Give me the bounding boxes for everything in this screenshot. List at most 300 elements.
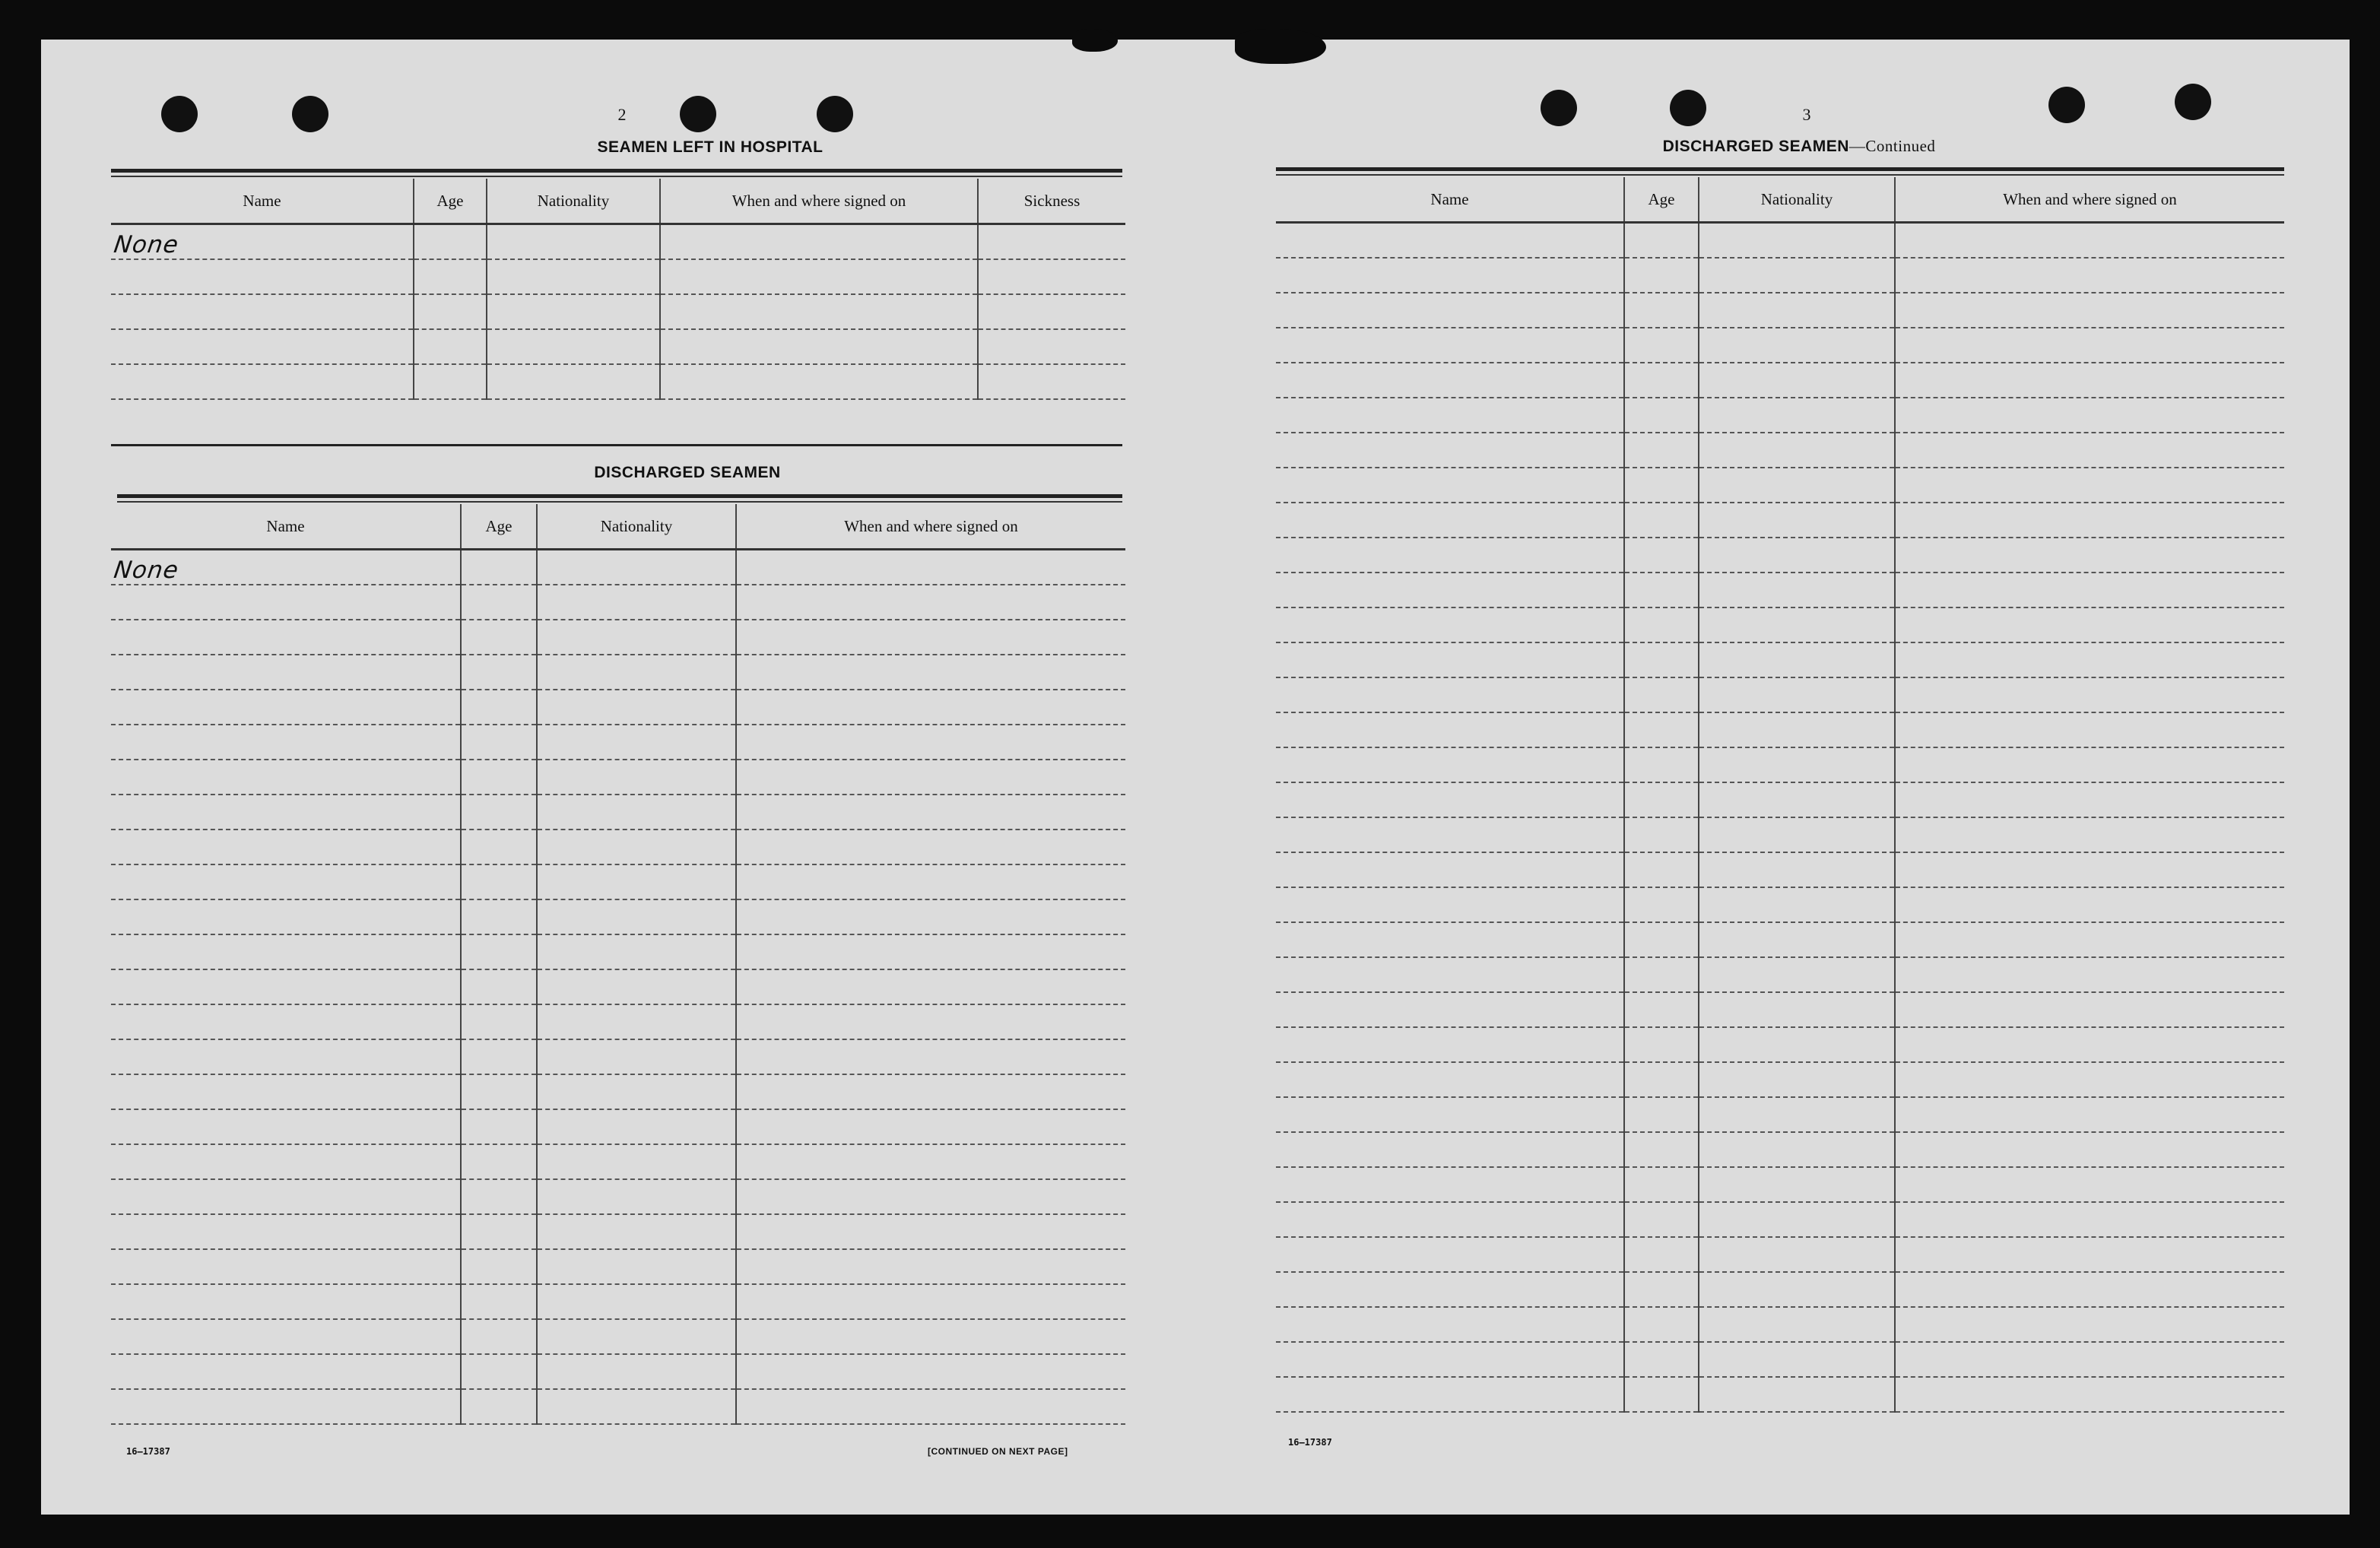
name-cell [1276, 642, 1624, 677]
name-cell [111, 690, 461, 725]
age-cell [1624, 677, 1699, 712]
table-row [1276, 1272, 2284, 1307]
nationality-cell [1699, 747, 1895, 782]
signed-on-cell [736, 1284, 1125, 1319]
column-header-age: Age [414, 179, 487, 224]
name-cell [1276, 782, 1624, 817]
name-cell [1276, 363, 1624, 398]
table-row [111, 329, 1125, 364]
name-cell [1276, 1167, 1624, 1202]
signed-on-cell [736, 550, 1125, 585]
signed-on-cell [1895, 642, 2284, 677]
signed-on-cell [1895, 712, 2284, 747]
signed-on-cell [736, 934, 1125, 969]
table-row [111, 1074, 1125, 1109]
name-cell [1276, 1202, 1624, 1237]
signed-on-cell [1895, 1202, 2284, 1237]
nationality-cell [537, 830, 736, 864]
age-cell [461, 620, 537, 655]
name-cell [1276, 258, 1624, 293]
age-cell [461, 1284, 537, 1319]
form-number: 16—17387 [1288, 1437, 1332, 1448]
section-title-suffix: —Continued [1848, 137, 1936, 155]
discharged-table [111, 504, 1125, 1425]
nationality-cell [1699, 258, 1895, 293]
signed-on-cell [1895, 1062, 2284, 1097]
signed-on-cell [1895, 1027, 2284, 1062]
name-cell [1276, 1272, 1624, 1307]
age-cell [461, 1214, 537, 1249]
name-cell [1276, 468, 1624, 503]
signed-on-cell [1895, 1377, 2284, 1412]
nationality-cell [1699, 1307, 1895, 1342]
age-cell [461, 550, 537, 585]
age-cell [1624, 1307, 1699, 1342]
nationality-cell [487, 294, 660, 329]
age-cell [1624, 503, 1699, 538]
table-row [111, 760, 1125, 795]
age-cell [461, 585, 537, 620]
age-cell [1624, 573, 1699, 607]
age-cell [461, 725, 537, 760]
table-row [111, 294, 1125, 329]
age-cell [461, 1074, 537, 1109]
table-row [1276, 258, 2284, 293]
nationality-cell [1699, 782, 1895, 817]
name-cell [1276, 992, 1624, 1027]
name-cell [111, 1039, 461, 1074]
signed-on-cell [1895, 1307, 2284, 1342]
column-header-nationality: Nationality [1699, 177, 1895, 223]
hospital-header-row [111, 179, 1125, 224]
nationality-cell [537, 1144, 736, 1179]
continued-section-title [1001, 137, 2380, 156]
signed-on-cell [736, 1144, 1125, 1179]
age-cell [1624, 258, 1699, 293]
nationality-cell [537, 969, 736, 1004]
age-cell [461, 969, 537, 1004]
nationality-cell [1699, 1027, 1895, 1062]
signed-on-cell [1895, 1342, 2284, 1377]
table-row [1276, 1202, 2284, 1237]
signed-on-cell [736, 655, 1125, 690]
name-cell [1276, 1342, 1624, 1377]
table-row [111, 1319, 1125, 1354]
signed-on-cell [736, 1179, 1125, 1214]
name-cell [111, 259, 414, 294]
age-cell [461, 830, 537, 864]
table-row [1276, 328, 2284, 363]
signed-on-cell [736, 795, 1125, 830]
signed-on-cell [736, 864, 1125, 899]
hospital-table [111, 179, 1125, 400]
column-header-signed-on: When and where signed on [660, 179, 978, 224]
nationality-cell [1699, 468, 1895, 503]
signed-on-cell [1895, 538, 2284, 573]
nationality-cell [1699, 1167, 1895, 1202]
name-cell [111, 620, 461, 655]
name-cell [1276, 1097, 1624, 1132]
column-header-age: Age [461, 504, 537, 550]
name-cell [1276, 607, 1624, 642]
signed-on-cell [736, 1109, 1125, 1144]
name-cell [1276, 747, 1624, 782]
form-number: 16—17387 [126, 1446, 170, 1457]
name-cell [1276, 887, 1624, 922]
table-row [1276, 398, 2284, 433]
signed-on-cell [1895, 433, 2284, 468]
table-row [1276, 1062, 2284, 1097]
signed-on-cell [736, 1389, 1125, 1424]
table-row [111, 550, 1125, 585]
nationality-cell [1699, 712, 1895, 747]
name-cell [111, 830, 461, 864]
table-row [1276, 992, 2284, 1027]
table-row [1276, 957, 2284, 992]
table-row [1276, 1167, 2284, 1202]
signed-on-cell [736, 1354, 1125, 1389]
nationality-cell [1699, 852, 1895, 887]
age-cell [1624, 538, 1699, 573]
column-header-name: Name [1276, 177, 1624, 223]
nationality-cell [537, 655, 736, 690]
table-row [1276, 642, 2284, 677]
nationality-cell [1699, 607, 1895, 642]
nationality-cell [537, 585, 736, 620]
name-cell [111, 655, 461, 690]
signed-on-cell [1895, 1237, 2284, 1272]
column-header-nationality: Nationality [537, 504, 736, 550]
table-row [111, 1039, 1125, 1074]
signed-on-cell [1895, 957, 2284, 992]
age-cell [1624, 922, 1699, 957]
age-cell [1624, 817, 1699, 852]
column-header-signed-on: When and where signed on [1895, 177, 2284, 223]
table-row [111, 830, 1125, 864]
table-row [1276, 1097, 2284, 1132]
nationality-cell [487, 224, 660, 260]
table-row [111, 1284, 1125, 1319]
nationality-cell [537, 1389, 736, 1424]
name-cell [1276, 712, 1624, 747]
column-header-age: Age [1624, 177, 1699, 223]
nationality-cell [1699, 398, 1895, 433]
signed-on-cell [1895, 293, 2284, 328]
signed-on-cell [1895, 1132, 2284, 1167]
nationality-cell [1699, 293, 1895, 328]
nationality-cell [1699, 1237, 1895, 1272]
age-cell [1624, 1062, 1699, 1097]
age-cell [414, 259, 487, 294]
age-cell [1624, 887, 1699, 922]
table-row [111, 1109, 1125, 1144]
signed-on-cell [1895, 363, 2284, 398]
table-row [1276, 503, 2284, 538]
name-cell [111, 294, 414, 329]
nationality-cell [537, 1319, 736, 1354]
table-row [1276, 747, 2284, 782]
table-row [1276, 677, 2284, 712]
age-cell [414, 224, 487, 260]
name-cell [111, 899, 461, 934]
continued-note: [CONTINUED ON NEXT PAGE] [928, 1446, 1068, 1457]
age-cell [1624, 852, 1699, 887]
age-cell [1624, 1167, 1699, 1202]
table-row [111, 864, 1125, 899]
signed-on-cell [736, 830, 1125, 864]
signed-on-cell [736, 760, 1125, 795]
name-cell [111, 1004, 461, 1039]
signed-on-cell [1895, 1272, 2284, 1307]
nationality-cell [537, 620, 736, 655]
document-sheet [41, 40, 2350, 1515]
age-cell [461, 864, 537, 899]
nationality-cell [1699, 642, 1895, 677]
name-cell [111, 1319, 461, 1354]
sickness-cell [978, 294, 1125, 329]
nationality-cell [1699, 573, 1895, 607]
nationality-cell [1699, 887, 1895, 922]
title-rule [117, 494, 1122, 498]
signed-on-cell [1895, 887, 2284, 922]
table-row [111, 364, 1125, 399]
age-cell [414, 329, 487, 364]
name-cell [111, 1109, 461, 1144]
nationality-cell [1699, 433, 1895, 468]
signed-on-cell [1895, 852, 2284, 887]
sickness-cell [978, 259, 1125, 294]
signed-on-cell [1895, 677, 2284, 712]
age-cell [461, 690, 537, 725]
signed-on-cell [1895, 468, 2284, 503]
name-cell [111, 1214, 461, 1249]
age-cell [461, 655, 537, 690]
hospital-section-title: SEAMEN LEFT IN HOSPITAL [597, 138, 823, 156]
name-cell [111, 224, 414, 260]
table-row [111, 655, 1125, 690]
punch-hole [161, 96, 198, 132]
signed-on-cell [736, 1039, 1125, 1074]
nationality-cell [537, 690, 736, 725]
age-cell [1624, 433, 1699, 468]
signed-on-cell [1895, 398, 2284, 433]
torn-edge-mark [1072, 29, 1118, 52]
age-cell [1624, 1202, 1699, 1237]
signed-on-cell [736, 1074, 1125, 1109]
age-cell [461, 1249, 537, 1284]
age-cell [1624, 712, 1699, 747]
right-header-row [1276, 177, 2284, 223]
signed-on-cell [1895, 573, 2284, 607]
age-cell [1624, 1377, 1699, 1412]
name-cell [111, 1284, 461, 1319]
age-cell [1624, 223, 1699, 259]
nationality-cell [537, 864, 736, 899]
name-cell [1276, 1027, 1624, 1062]
table-row [111, 585, 1125, 620]
age-cell [461, 1109, 537, 1144]
column-header-sickness: Sickness [978, 179, 1125, 224]
signed-on-cell [736, 969, 1125, 1004]
name-cell [111, 725, 461, 760]
name-cell [1276, 817, 1624, 852]
table-row [1276, 852, 2284, 887]
table-row [111, 899, 1125, 934]
torn-edge-mark [1235, 29, 1326, 64]
name-cell [1276, 1062, 1624, 1097]
table-row [1276, 782, 2284, 817]
signed-on-cell [660, 364, 978, 399]
signed-on-cell [1895, 817, 2284, 852]
sickness-cell [978, 364, 1125, 399]
age-cell [461, 760, 537, 795]
signed-on-cell [736, 1004, 1125, 1039]
name-cell [111, 329, 414, 364]
age-cell [1624, 607, 1699, 642]
table-row [111, 1249, 1125, 1284]
name-cell [1276, 538, 1624, 573]
table-row [111, 1004, 1125, 1039]
age-cell [1624, 328, 1699, 363]
table-row [111, 1214, 1125, 1249]
signed-on-cell [736, 690, 1125, 725]
age-cell [1624, 1027, 1699, 1062]
age-cell [461, 899, 537, 934]
discharged-section-title: DISCHARGED SEAMEN [594, 464, 781, 481]
table-row [111, 259, 1125, 294]
nationality-cell [537, 725, 736, 760]
signed-on-cell [1895, 782, 2284, 817]
nationality-cell [1699, 1342, 1895, 1377]
nationality-cell [1699, 1202, 1895, 1237]
name-cell [1276, 433, 1624, 468]
page-number: 3 [1802, 105, 1811, 124]
name-cell [1276, 1237, 1624, 1272]
signed-on-cell [736, 1214, 1125, 1249]
table-row [1276, 223, 2284, 259]
table-end-rule [111, 444, 1122, 446]
nationality-cell [1699, 223, 1895, 259]
name-cell [1276, 293, 1624, 328]
table-row [1276, 1307, 2284, 1342]
signed-on-cell [736, 620, 1125, 655]
name-cell [111, 364, 414, 399]
name-cell [111, 795, 461, 830]
age-cell [1624, 1097, 1699, 1132]
age-cell [461, 1144, 537, 1179]
nationality-cell [1699, 503, 1895, 538]
signed-on-cell [1895, 223, 2284, 259]
table-row [1276, 1132, 2284, 1167]
nationality-cell [1699, 992, 1895, 1027]
signed-on-cell [1895, 747, 2284, 782]
age-cell [1624, 363, 1699, 398]
table-row [1276, 468, 2284, 503]
table-row [1276, 1377, 2284, 1412]
table-row [1276, 538, 2284, 573]
age-cell [1624, 1237, 1699, 1272]
nationality-cell [537, 1109, 736, 1144]
age-cell [1624, 642, 1699, 677]
name-cell [1276, 398, 1624, 433]
name-cell [111, 1354, 461, 1389]
age-cell [1624, 1342, 1699, 1377]
age-cell [461, 1319, 537, 1354]
nationality-cell [537, 934, 736, 969]
name-cell [111, 550, 461, 585]
section-title-text: DISCHARGED SEAMEN [1662, 138, 1849, 155]
age-cell [461, 1179, 537, 1214]
age-cell [1624, 468, 1699, 503]
age-cell [1624, 398, 1699, 433]
table-row [111, 224, 1125, 260]
nationality-cell [1699, 677, 1895, 712]
age-cell [1624, 992, 1699, 1027]
name-cell [1276, 503, 1624, 538]
table-row [1276, 1027, 2284, 1062]
title-rule [1276, 167, 2284, 171]
table-row [1276, 1237, 2284, 1272]
name-cell [111, 1074, 461, 1109]
age-cell [1624, 1272, 1699, 1307]
table-row [111, 1354, 1125, 1389]
column-header-name: Name [111, 179, 414, 224]
page-number: 2 [617, 105, 627, 124]
table-row [111, 1144, 1125, 1179]
name-cell [1276, 957, 1624, 992]
nationality-cell [537, 1249, 736, 1284]
column-header-name: Name [111, 504, 461, 550]
name-cell [1276, 223, 1624, 259]
signed-on-cell [1895, 1097, 2284, 1132]
table-row [111, 1389, 1125, 1424]
discharged-continued-table [1276, 177, 2284, 1413]
age-cell [461, 795, 537, 830]
table-row [111, 934, 1125, 969]
signed-on-cell [1895, 607, 2284, 642]
table-row [111, 795, 1125, 830]
table-row [111, 969, 1125, 1004]
title-rule [1276, 174, 2284, 176]
signed-on-cell [1895, 992, 2284, 1027]
signed-on-cell [660, 224, 978, 260]
name-cell [111, 1179, 461, 1214]
punch-hole [817, 96, 853, 132]
nationality-cell [537, 1074, 736, 1109]
nationality-cell [487, 329, 660, 364]
name-cell [1276, 573, 1624, 607]
nationality-cell [1699, 538, 1895, 573]
table-row [1276, 1342, 2284, 1377]
nationality-cell [1699, 1097, 1895, 1132]
age-cell [1624, 957, 1699, 992]
signed-on-cell [736, 1319, 1125, 1354]
nationality-cell [1699, 328, 1895, 363]
nationality-cell [1699, 1272, 1895, 1307]
nationality-cell [1699, 1062, 1895, 1097]
nationality-cell [537, 1354, 736, 1389]
nationality-cell [537, 1039, 736, 1074]
discharged-header-row [111, 504, 1125, 550]
age-cell [461, 1039, 537, 1074]
table-row [111, 690, 1125, 725]
age-cell [414, 294, 487, 329]
title-rule [117, 501, 1122, 503]
name-cell [111, 934, 461, 969]
name-cell [111, 585, 461, 620]
handwritten-entry: None [112, 557, 181, 584]
nationality-cell [537, 899, 736, 934]
